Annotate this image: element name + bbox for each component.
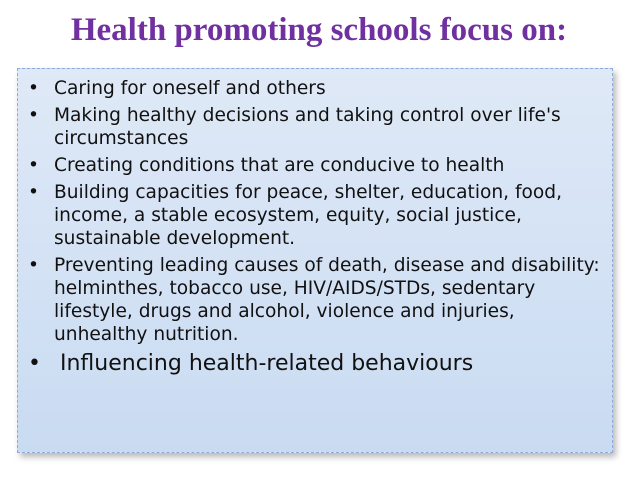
bullet-text: Caring for oneself and others bbox=[54, 78, 326, 99]
bullet-item bbox=[26, 154, 604, 177]
bullet-icon: • bbox=[28, 255, 39, 276]
bullet-icon: • bbox=[28, 351, 41, 376]
bullet-text: Making healthy decisions and taking control over life's circumstances bbox=[54, 105, 561, 149]
bullet-icon: • bbox=[28, 182, 39, 203]
bullet-text: Creating conditions that are conducive to health bbox=[54, 155, 505, 176]
bullet-item bbox=[26, 104, 604, 150]
bullet-list bbox=[26, 77, 604, 378]
bullet-item-emphasized bbox=[26, 350, 604, 378]
bullet-item bbox=[26, 254, 604, 346]
bullet-icon: • bbox=[28, 105, 39, 126]
bullet-item bbox=[26, 181, 604, 250]
bullet-item bbox=[26, 77, 604, 100]
bullet-icon: • bbox=[28, 155, 39, 176]
slide-title: Health promoting schools focus on: bbox=[70, 12, 568, 48]
bullet-text: Influencing health-related behaviours bbox=[60, 351, 474, 376]
bullet-text: Building capacities for peace, shelter, education, food, income, a stable ecosystem, equity, social justice, sustainable development. bbox=[54, 182, 562, 249]
bullet-text: Preventing leading causes of death, disease and disability: helminthes, tobacco use, HIV/AIDS/STDs, sedentary lifestyle, drugs and alcohol, violence and injuries, unhealthy nutrition. bbox=[54, 255, 600, 345]
content-box bbox=[17, 68, 613, 453]
bullet-icon: • bbox=[28, 78, 39, 99]
